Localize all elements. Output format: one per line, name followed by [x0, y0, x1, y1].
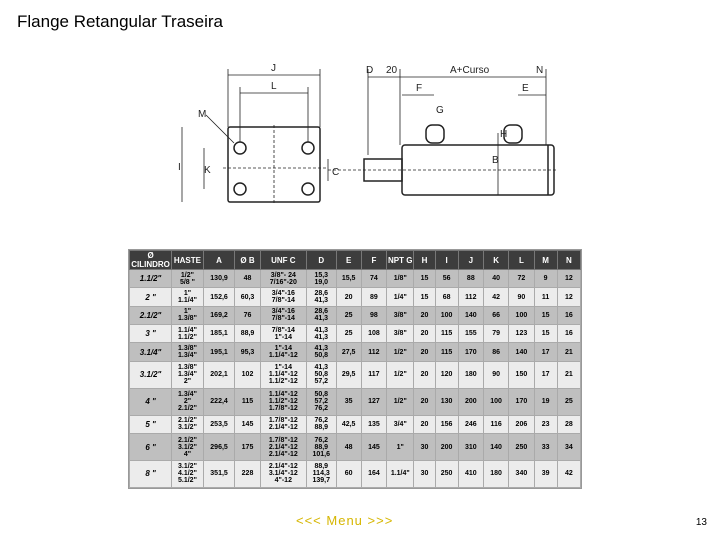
table-cell: 41,3 50,8	[307, 343, 337, 361]
table-row	[130, 434, 581, 461]
table-cell: 127	[361, 388, 386, 415]
table-cell: 1/8"	[387, 270, 414, 288]
table-cell: 15,5	[336, 270, 361, 288]
dimensions-table-container	[128, 249, 582, 489]
table-row	[130, 288, 581, 306]
flange-front-view	[223, 125, 326, 205]
table-cell: 1.3/8" 1.3/4"	[172, 343, 204, 361]
table-cell: 2.1/2" 3.1/2" 4"	[172, 434, 204, 461]
table-cell: 42	[483, 288, 508, 306]
table-cell: 202,1	[203, 361, 235, 388]
table-cell: 16	[557, 306, 580, 324]
table-cell: 15,3 19,0	[307, 270, 337, 288]
table-row	[130, 388, 581, 415]
table-cell: 108	[361, 325, 386, 343]
header-m: M	[534, 251, 557, 270]
table-row	[130, 415, 581, 433]
header-f: F	[361, 251, 386, 270]
header-j: J	[458, 251, 483, 270]
table-cell: 250	[509, 434, 534, 461]
table-cell: 21	[557, 361, 580, 388]
table-cell: 20	[414, 388, 435, 415]
table-cell: 74	[361, 270, 386, 288]
table-row	[130, 460, 581, 487]
table-row	[130, 325, 581, 343]
table-cell: 48	[235, 270, 260, 288]
table-cell: 120	[435, 361, 458, 388]
table-cell: 50,8 57,2 76,2	[307, 388, 337, 415]
table-cell: 112	[361, 343, 386, 361]
table-cell: 28,6 41,3	[307, 288, 337, 306]
label-C: C	[332, 167, 340, 178]
table-cell: 15	[414, 270, 435, 288]
header-h: H	[414, 251, 435, 270]
label-H: H	[500, 129, 508, 140]
table-cell: 34	[557, 434, 580, 461]
table-row	[130, 361, 581, 388]
table-cell: 1" 1.1/4"	[172, 288, 204, 306]
table-cell: 123	[509, 325, 534, 343]
table-cell: 180	[458, 361, 483, 388]
label-G: G	[436, 105, 444, 116]
table-cell: 41,3 41,3	[307, 325, 337, 343]
table-cell: 7/8"-14 1"-14	[260, 325, 306, 343]
table-cell: 12	[557, 288, 580, 306]
table-cell: 3/8"	[387, 325, 414, 343]
table-cell: 20	[336, 288, 361, 306]
table-cell: 100	[509, 306, 534, 324]
table-header-row	[130, 251, 581, 270]
table-cell: 88,9 114,3 139,7	[307, 460, 337, 487]
header-c: UNF C	[260, 251, 306, 270]
label-B: B	[492, 155, 499, 166]
table-cell: 2.1/4"-12 3.1/4"-12 4"-12	[260, 460, 306, 487]
table-cell: 102	[235, 361, 260, 388]
table-cell: 2.1/2" 3.1/2"	[172, 415, 204, 433]
table-cell: 1.1/4"-12 1.1/2"-12 1.7/8"-12	[260, 388, 306, 415]
label-F: F	[416, 83, 423, 94]
table-cell: 130,9	[203, 270, 235, 288]
table-cell: 56	[435, 270, 458, 288]
table-cell: 1.1/2"	[130, 270, 172, 288]
table-cell: 20	[414, 306, 435, 324]
table-cell: 20	[414, 325, 435, 343]
table-cell: 351,5	[203, 460, 235, 487]
header-k: K	[483, 251, 508, 270]
table-cell: 1/2" 5/8 "	[172, 270, 204, 288]
table-cell: 88,9	[235, 325, 260, 343]
table-cell: 1.3/8" 1.3/4" 2"	[172, 361, 204, 388]
table-cell: 60,3	[235, 288, 260, 306]
label-A-curso: A+Curso	[450, 65, 490, 76]
table-cell: 29,5	[336, 361, 361, 388]
table-cell: 246	[458, 415, 483, 433]
table-cell: 170	[458, 343, 483, 361]
table-cell: 98	[361, 306, 386, 324]
table-cell: 68	[435, 288, 458, 306]
table-cell: 15	[414, 288, 435, 306]
table-cell: 140	[509, 343, 534, 361]
table-cell: 175	[235, 434, 260, 461]
table-cell: 1.7/8"-12 2.1/4"-12	[260, 415, 306, 433]
header-a: A	[203, 251, 235, 270]
table-cell: 76,2 88,9 101,6	[307, 434, 337, 461]
table-cell: 15	[534, 325, 557, 343]
table-cell: 90	[483, 361, 508, 388]
table-cell: 145	[361, 434, 386, 461]
page-title: Flange Retangular Traseira	[17, 12, 224, 31]
table-cell: 115	[435, 343, 458, 361]
table-cell: 79	[483, 325, 508, 343]
table-cell: 115	[435, 325, 458, 343]
header-l: L	[509, 251, 534, 270]
table-cell: 200	[435, 434, 458, 461]
label-J: J	[271, 63, 276, 74]
table-cell: 3/4"-16 7/8"-14	[260, 306, 306, 324]
table-cell: 20	[414, 343, 435, 361]
table-cell: 206	[509, 415, 534, 433]
table-cell: 86	[483, 343, 508, 361]
table-cell: 1/4"	[387, 288, 414, 306]
table-cell: 1"-14 1.1/4"-12	[260, 343, 306, 361]
table-cell: 42,5	[336, 415, 361, 433]
table-cell: 39	[534, 460, 557, 487]
table-cell: 20	[414, 361, 435, 388]
table-cell: 35	[336, 388, 361, 415]
table-cell: 17	[534, 343, 557, 361]
table-cell: 156	[435, 415, 458, 433]
table-cell: 27,5	[336, 343, 361, 361]
table-cell: 25	[336, 306, 361, 324]
table-cell: 117	[361, 361, 386, 388]
table-cell: 250	[435, 460, 458, 487]
table-cell: 145	[235, 415, 260, 433]
table-cell: 296,5	[203, 434, 235, 461]
table-cell: 200	[458, 388, 483, 415]
table-cell: 76,2 88,9	[307, 415, 337, 433]
table-cell: 28	[557, 415, 580, 433]
table-cell: 21	[557, 343, 580, 361]
table-cell: 1/2"	[387, 343, 414, 361]
table-cell: 1.1/4" 1.1/2"	[172, 325, 204, 343]
label-D: D	[366, 65, 374, 76]
table-cell: 8 "	[130, 460, 172, 487]
table-cell: 1" 1.3/8"	[172, 306, 204, 324]
table-cell: 115	[235, 388, 260, 415]
table-cell: 310	[458, 434, 483, 461]
table-cell: 16	[557, 325, 580, 343]
table-row	[130, 270, 581, 288]
table-cell: 25	[557, 388, 580, 415]
table-cell: 222,4	[203, 388, 235, 415]
table-cell: 15	[534, 306, 557, 324]
page-number: 13	[695, 517, 707, 528]
header-d: D	[307, 251, 337, 270]
table-cell: 112	[458, 288, 483, 306]
flange-cylinder-drawing	[168, 55, 568, 225]
table-cell: 6 "	[130, 434, 172, 461]
table-cell: 228	[235, 460, 260, 487]
table-cell: 17	[534, 361, 557, 388]
table-cell: 2 "	[130, 288, 172, 306]
table-cell: 3/4"	[387, 415, 414, 433]
table-cell: 1"	[387, 434, 414, 461]
table-cell: 170	[509, 388, 534, 415]
label-E: E	[522, 83, 529, 94]
table-cell: 1.3/4" 2" 2.1/2"	[172, 388, 204, 415]
table-cell: 23	[534, 415, 557, 433]
header-n: N	[557, 251, 580, 270]
table-cell: 152,6	[203, 288, 235, 306]
table-cell: 140	[458, 306, 483, 324]
table-cell: 9	[534, 270, 557, 288]
table-cell: 195,1	[203, 343, 235, 361]
table-cell: 410	[458, 460, 483, 487]
table-cell: 20	[414, 415, 435, 433]
table-cell: 60	[336, 460, 361, 487]
table-cell: 76	[235, 306, 260, 324]
table-cell: 3/8"- 24 7/16"-20	[260, 270, 306, 288]
table-body	[130, 270, 581, 488]
table-cell: 30	[414, 460, 435, 487]
table-row	[130, 306, 581, 324]
table-cell: 28,6 41,3	[307, 306, 337, 324]
table-cell: 42	[557, 460, 580, 487]
table-cell: 3/4"-16 7/8"-14	[260, 288, 306, 306]
table-cell: 1/2"	[387, 388, 414, 415]
table-cell: 1"-14 1.1/4"-12 1.1/2"-12	[260, 361, 306, 388]
cylinder-side-view	[328, 125, 558, 195]
table-cell: 340	[509, 460, 534, 487]
table-cell: 3 "	[130, 325, 172, 343]
table-cell: 4 "	[130, 388, 172, 415]
table-row	[130, 343, 581, 361]
table-cell: 3.1/2"	[130, 361, 172, 388]
table-cell: 90	[509, 288, 534, 306]
table-cell: 88	[458, 270, 483, 288]
table-cell: 5 "	[130, 415, 172, 433]
table-cell: 140	[483, 434, 508, 461]
label-20: 20	[386, 65, 398, 76]
table-cell: 1.7/8"-12 2.1/4"-12 2.1/4"-12	[260, 434, 306, 461]
table-cell: 33	[534, 434, 557, 461]
table-cell: 72	[509, 270, 534, 288]
table-cell: 100	[483, 388, 508, 415]
table-cell: 1.1/4"	[387, 460, 414, 487]
table-cell: 135	[361, 415, 386, 433]
table-cell: 150	[509, 361, 534, 388]
table-cell: 30	[414, 434, 435, 461]
table-cell: 89	[361, 288, 386, 306]
label-M: M	[198, 109, 207, 120]
table-cell: 185,1	[203, 325, 235, 343]
label-L: L	[271, 81, 277, 92]
table-cell: 41,3 50,8 57,2	[307, 361, 337, 388]
label-I: I	[178, 162, 181, 173]
table-cell: 164	[361, 460, 386, 487]
table-cell: 3.1/4"	[130, 343, 172, 361]
menu-nav-link[interactable]: <<< Menu >>>	[296, 513, 394, 528]
table-cell: 100	[435, 306, 458, 324]
header-haste: HASTE	[172, 251, 204, 270]
table-cell: 253,5	[203, 415, 235, 433]
header-b: Ø B	[235, 251, 260, 270]
table-cell: 48	[336, 434, 361, 461]
table-cell: 66	[483, 306, 508, 324]
label-K: K	[204, 165, 211, 176]
header-g: NPT G	[387, 251, 414, 270]
table-cell: 169,2	[203, 306, 235, 324]
table-cell: 3.1/2" 4.1/2" 5.1/2"	[172, 460, 204, 487]
header-i: I	[435, 251, 458, 270]
table-cell: 40	[483, 270, 508, 288]
table-cell: 19	[534, 388, 557, 415]
table-cell: 2.1/2"	[130, 306, 172, 324]
table-cell: 12	[557, 270, 580, 288]
table-cell: 155	[458, 325, 483, 343]
dimensions-table	[129, 250, 581, 488]
table-cell: 25	[336, 325, 361, 343]
table-cell: 130	[435, 388, 458, 415]
table-cell: 116	[483, 415, 508, 433]
label-N: N	[536, 65, 544, 76]
header-e: E	[336, 251, 361, 270]
table-cell: 3/8"	[387, 306, 414, 324]
header-cilindro: Ø CILINDRO	[131, 251, 170, 269]
table-cell: 11	[534, 288, 557, 306]
table-cell: 95,3	[235, 343, 260, 361]
table-cell: 1/2"	[387, 361, 414, 388]
table-cell: 180	[483, 460, 508, 487]
